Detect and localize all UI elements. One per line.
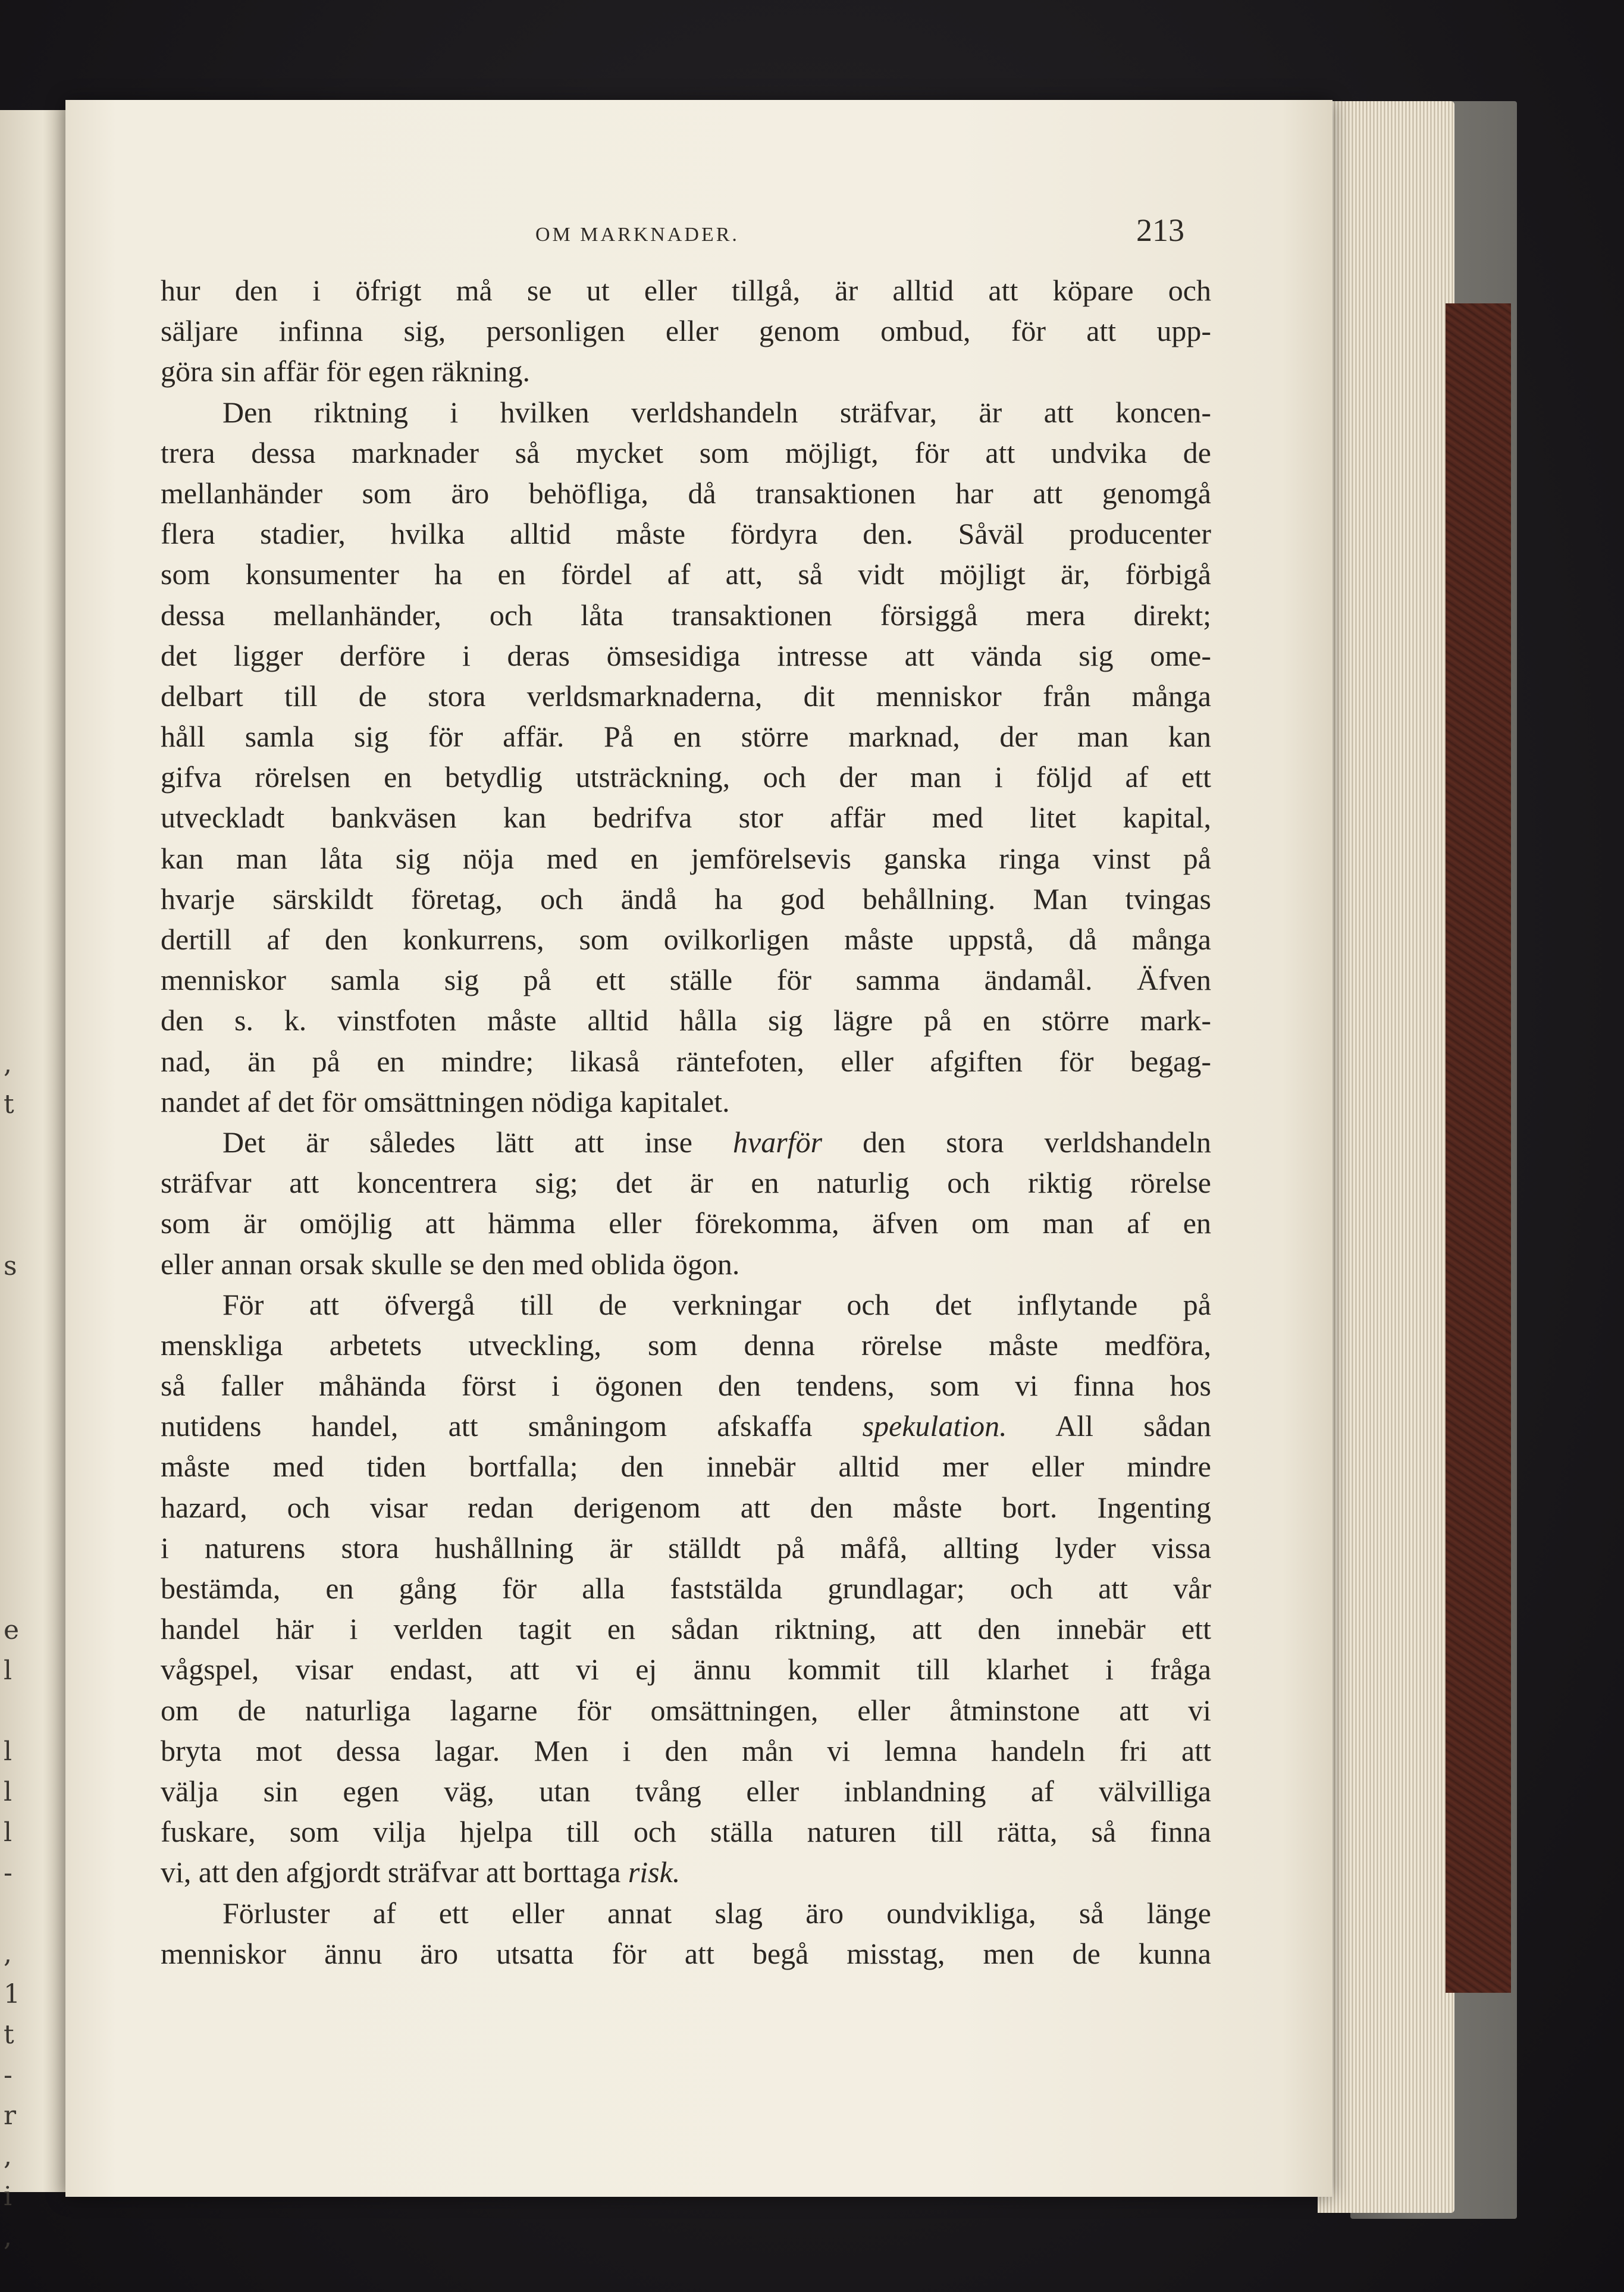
text-line: håll samla sig för affär. På en större marknad, der man kan xyxy=(161,720,1211,754)
left-fragment: l xyxy=(4,1777,12,1807)
text-line: gifva rörelsen en betydlig utsträckning, och der man i följd af ett xyxy=(161,760,1211,794)
text-line: nandet af det för omsättningen nödiga kapitalet. xyxy=(161,1084,730,1118)
text-line: sträfvar att koncentrera sig; det är en naturlig och riktig rörelse xyxy=(161,1166,1211,1200)
text-line: menskliga arbetets utveckling, som denna rörelse måste medföra, xyxy=(161,1328,1211,1362)
italic-term: spekulation. xyxy=(862,1409,1007,1443)
book-page xyxy=(65,100,1333,2197)
left-fragment xyxy=(4,1327,27,1368)
italic-term: hvarför xyxy=(733,1125,823,1159)
text-segment: All sådan xyxy=(1007,1409,1211,1443)
italic-term: risk. xyxy=(628,1855,681,1889)
text-line: säljare infinna sig, personligen eller genom ombud, för att upp- xyxy=(161,314,1211,348)
left-fragment: i xyxy=(4,2181,12,2212)
text-line: välja sin egen väg, utan tvång eller inblandning af välvilliga xyxy=(161,1774,1211,1808)
text-line xyxy=(161,1406,1211,1446)
text-line: som konsumenter ha en fördel af att, så vidt möjligt är, förbigå xyxy=(161,557,1211,591)
left-fragment: , xyxy=(4,1049,12,1079)
text-line: utveckladt bankväsen kan bedrifva stor affär med litet kapital, xyxy=(161,801,1211,835)
left-fragment: , xyxy=(4,2141,12,2171)
text-segment: vi, att den afgjordt sträfvar att borttaga xyxy=(161,1855,628,1889)
left-fragment xyxy=(4,1529,27,1570)
left-fragment: l xyxy=(4,1817,12,1848)
text-line: menniskor samla sig på ett ställe för samma ändamål. Äfven xyxy=(161,963,1211,997)
text-line: fuskare, som vilja hjelpa till och ställa naturen till rätta, så finna xyxy=(161,1815,1211,1849)
left-fragment xyxy=(4,1368,27,1408)
left-fragment: - xyxy=(4,1858,12,1888)
text-line: nad, än på en mindre; likaså räntefoten, eller afgiften för begag- xyxy=(161,1044,1211,1078)
left-fragment xyxy=(4,1448,27,1489)
text-line: hur den i öfrigt må se ut eller tillgå, är alltid att köpare och xyxy=(161,274,1211,307)
left-fragment: t xyxy=(4,2020,14,2050)
text-line: menniskor ännu äro utsatta för att begå misstag, men de kunna xyxy=(161,1936,1211,1970)
left-fragment xyxy=(4,1408,27,1448)
left-fragment xyxy=(4,1206,27,1246)
left-fragment: 1 xyxy=(4,1979,20,2009)
text-line: eller annan orsak skulle se den med oblida ögon. xyxy=(161,1247,740,1281)
text-line: det ligger derföre i deras ömsesidiga intresse att vända sig ome- xyxy=(161,638,1211,672)
left-fragment xyxy=(4,1165,27,1206)
text-line: bestämda, en gång för alla faststälda grundlagar; och att vår xyxy=(161,1572,1211,1605)
text-line: dessa mellanhänder, och låta transaktionen försiggå mera direkt; xyxy=(161,598,1211,632)
text-line: så faller måhända först i ögonen den tendens, som vi finna hos xyxy=(161,1369,1211,1403)
text-line: Förluster af ett eller annat slag äro oundvikliga, så länge xyxy=(222,1896,1211,1930)
text-line: måste med tiden bortfalla; den innebär alltid mer eller mindre xyxy=(161,1450,1211,1484)
text-line: vågspel, visar endast, att vi ej ännu kommit till klarhet i fråga xyxy=(161,1653,1211,1686)
page-number: 213 xyxy=(1136,212,1184,248)
left-fragment: , xyxy=(4,2222,12,2252)
text-line: den s. k. vinstfoten måste alltid hålla sig lägre på en större mark- xyxy=(161,1004,1211,1037)
text-line: som är omöjlig att hämma eller förekomma, äfven om man af en xyxy=(161,1206,1211,1240)
running-head: OM MARKNADER. xyxy=(535,224,739,246)
body-text xyxy=(161,270,1211,1974)
text-line: dertill af den konkurrens, som ovilkorligen måste uppstå, då många xyxy=(161,923,1211,956)
text-segment: nutidens handel, att småningom afskaffa xyxy=(161,1409,863,1443)
left-fragment: l xyxy=(4,1736,12,1767)
text-line xyxy=(161,1852,1211,1892)
text-line: bryta mot dessa lagar. Men i den mån vi lemna handeln fri att xyxy=(161,1733,1211,1767)
text-segment: Det är således lätt att inse xyxy=(222,1125,733,1159)
text-line: Den riktning i hvilken verldshandeln sträfvar, är att koncen- xyxy=(222,395,1211,429)
text-line: För att öfvergå till de verkningar och det inflytande på xyxy=(222,1287,1211,1321)
text-line: hazard, och visar redan derigenom att den måste bort. Ingenting xyxy=(161,1490,1211,1524)
left-fragment xyxy=(4,1893,27,1934)
left-fragment: - xyxy=(4,2060,12,2090)
left-fragment: e xyxy=(4,1615,20,1645)
left-fragment xyxy=(4,1691,27,1732)
left-fragment xyxy=(4,1489,27,1529)
text-line: hvarje särskildt företag, och ändå ha god behållning. Man tvingas xyxy=(161,882,1211,915)
left-page-fragments xyxy=(4,1044,27,2257)
left-fragment xyxy=(4,1125,27,1165)
text-line: mellanhänder som äro behöfliga, då transaktionen har att genomgå xyxy=(161,476,1211,510)
text-line: göra sin affär för egen räkning. xyxy=(161,355,531,388)
text-segment: den stora verldshandeln xyxy=(822,1125,1211,1159)
left-fragment xyxy=(4,1570,27,1610)
left-fragment: t xyxy=(4,1089,14,1120)
text-line: flera stadier, hvilka alltid måste fördyra den. Såväl producenter xyxy=(161,517,1211,551)
text-line: handel här i verlden tagit en sådan riktning, att den innebär ett xyxy=(161,1612,1211,1646)
left-page-edge xyxy=(0,110,73,2252)
text-line: kan man låta sig nöja med en jemförelsevis ganska ringa vinst på xyxy=(161,841,1211,875)
left-fragment: s xyxy=(4,1251,17,1281)
left-fragment: , xyxy=(4,1939,12,1969)
left-fragment: r xyxy=(4,2100,17,2131)
text-line: om de naturliga lagarne för omsättningen, eller åtminstone att vi xyxy=(161,1693,1211,1727)
text-line: i naturens stora hushållning är ställdt på måfå, allting lyder vissa xyxy=(161,1531,1211,1564)
text-line: trera dessa marknader så mycket som möjligt, för att undvika de xyxy=(161,435,1211,469)
leather-spine xyxy=(1446,303,1511,1993)
left-fragment: l xyxy=(4,1655,12,1686)
text-line: delbart till de stora verldsmarknaderna, dit menniskor från många xyxy=(161,679,1211,713)
page-edges xyxy=(1318,101,1454,2213)
text-line xyxy=(161,1122,1211,1162)
left-fragment xyxy=(4,1287,27,1327)
